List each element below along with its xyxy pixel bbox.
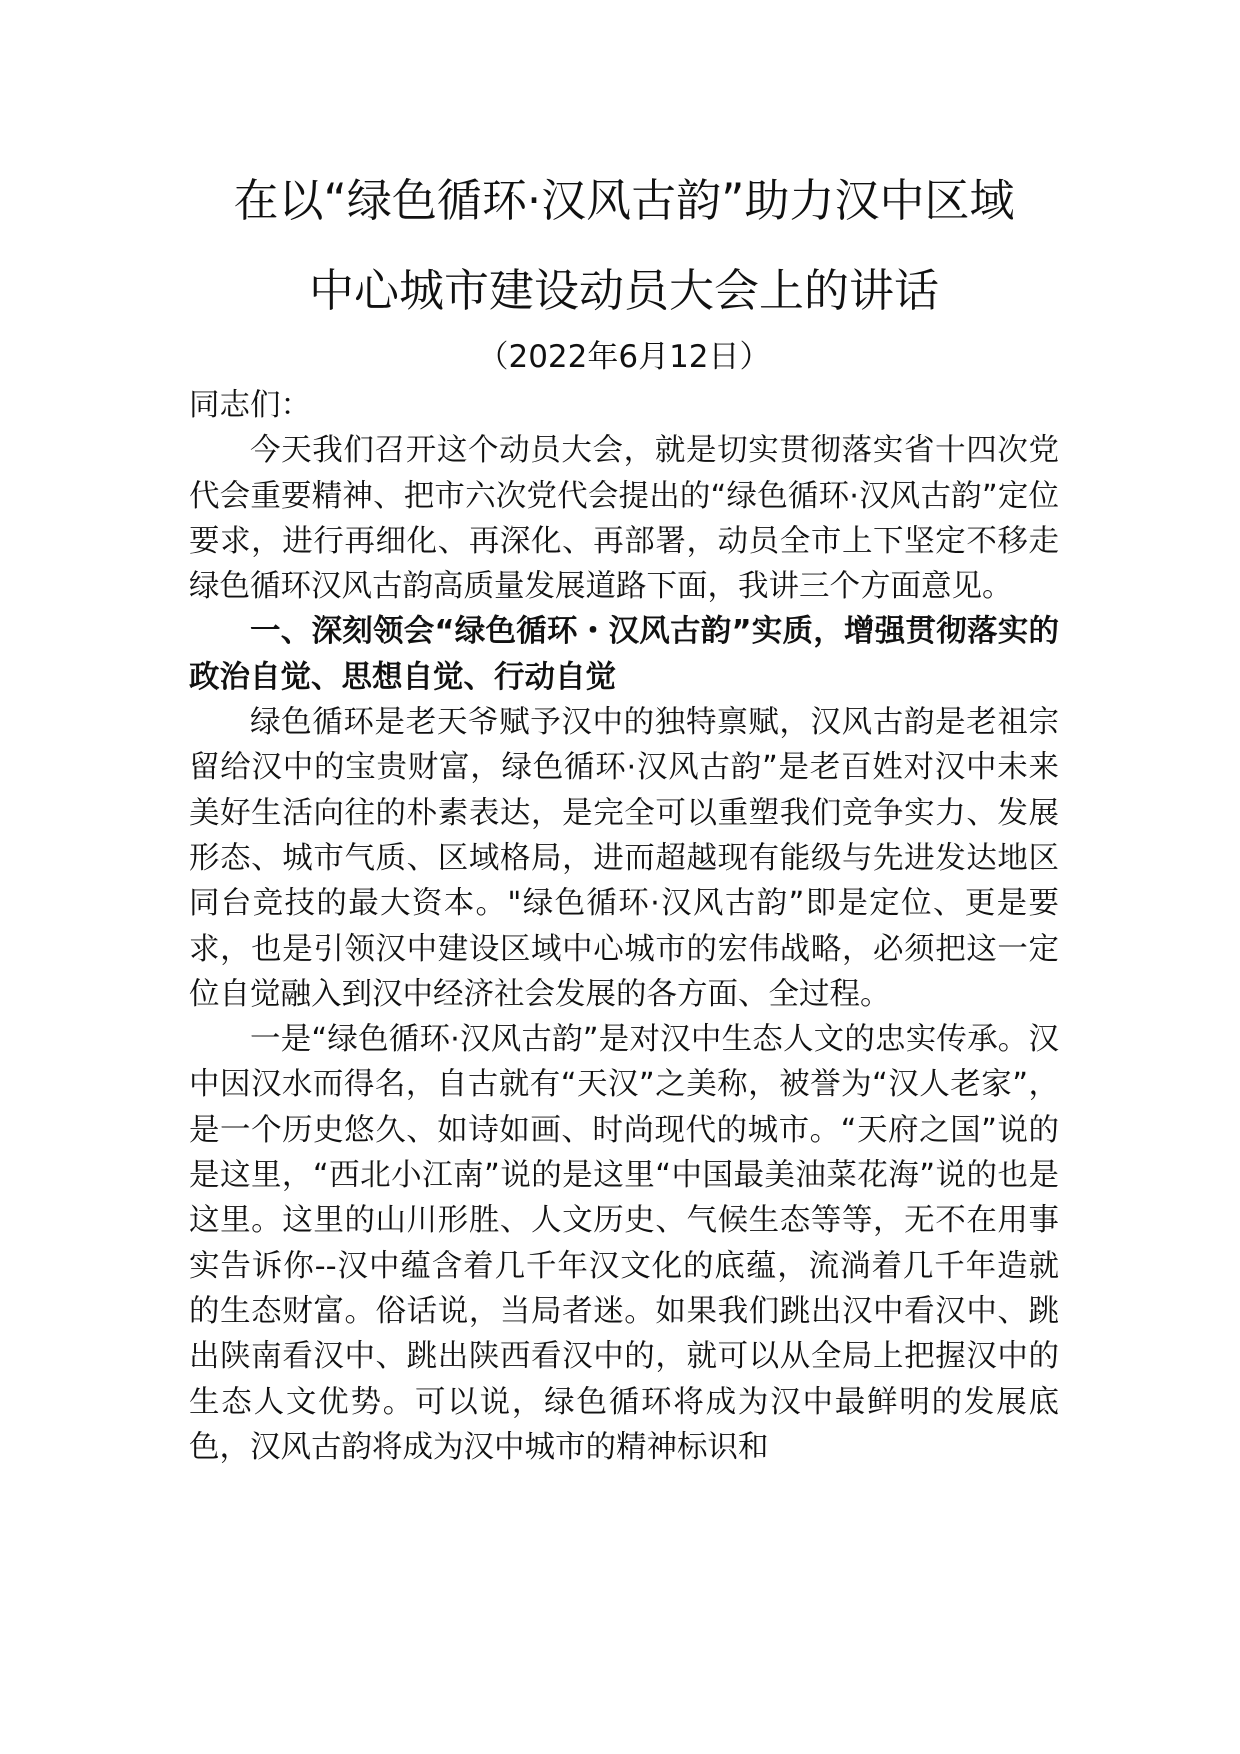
document-title-line-2: 中心城市建设动员大会上的讲话 (308, 264, 939, 317)
salutation: 同志们： (189, 388, 311, 423)
document-title-line-1: 在以“绿色循环·汉风古韵”助力汉中区域 (233, 174, 1015, 227)
paragraph-point-one: 一是“绿色循环·汉风古韵”是对汉中生态人文的忠实传承。汉中因汉水而得名，自古就有“天汉”之美称，被誉为“汉人老家”，是一个历史悠久、如诗如画、时尚现代的城市。“天府之国”说的是这里，“西北小江南”说的是这里“中国最美油菜花海”说的也是这里。这里的山川形胜、人文历史、气候生态等等，无不在用事实告诉你--汉中蕴含着几千年汉文化的底蕴，流淌着几千年造就的生态财富。俗话说，当局者迷。如果我们跳出汉中看汉中、跳出陕南看汉中、跳出陕西看汉中的，就可以从全局上把握汉中的生态人文优势。可以说，绿色循环将成为汉中最鲜明的发展底色，汉风古韵将成为汉中城市的精神标识和 (189, 1022, 1059, 1465)
paragraph-intro: 今天我们召开这个动员大会，就是切实贯彻落实省十四次党代会重要精神、把市六次党代会提出的“绿色循环·汉风古韵”定位要求，进行再细化、再深化、再部署，动员全市上下坚定不移走绿色循环汉风古韵高质量发展道路下面，我讲三个方面意见。 (189, 433, 1059, 605)
document-body (189, 383, 1059, 1470)
speech-date: （2022年6月12日） (477, 339, 771, 375)
paragraph-green-cycle: 绿色循环是老天爷赋予汉中的独特禀赋，汉风古韵是老祖宗留给汉中的宝贵财富，绿色循环·汉风古韵”是老百姓对汉中未来美好生活向往的朴素表达，是完全可以重塑我们竞争实力、发展形态、城市气质、区域格局，进而超越现有能级与先进发达地区同台竞技的最大资本。"绿色循环·汉风古韵”即是定位、更是要求，也是引领汉中建设区域中心城市的宏伟战略，必须把这一定位自觉融入到汉中经济社会发展的各方面、全过程。 (189, 705, 1059, 1012)
section-heading-1: 一、深刻领会“绿色循环・汉风古韵”实质，增强贯彻落实的政治自觉、思想自觉、行动自觉 (189, 614, 1059, 695)
